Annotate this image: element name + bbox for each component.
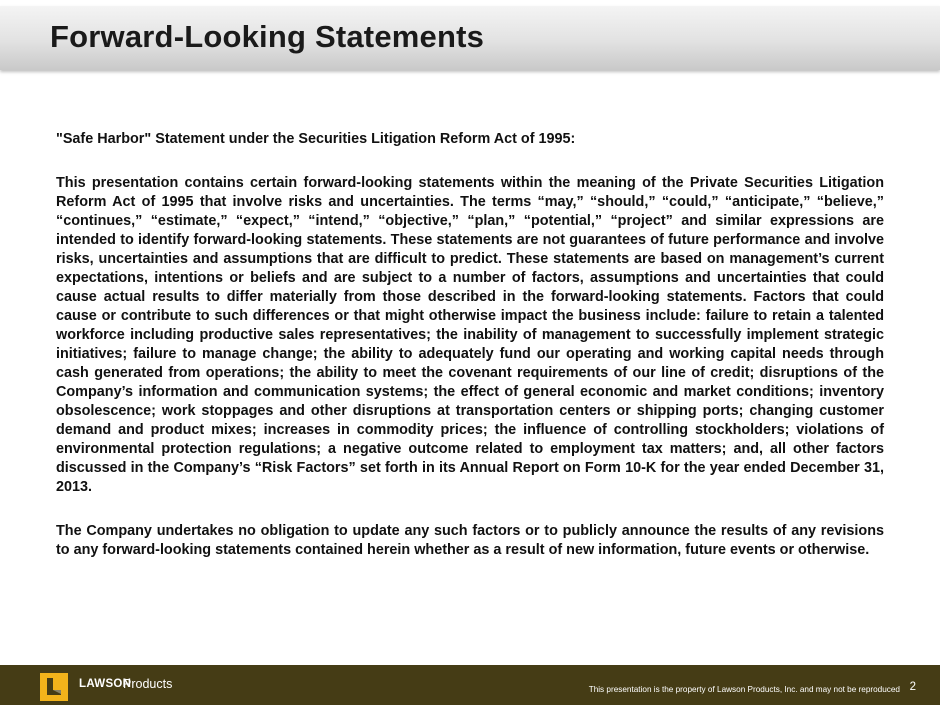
page-title: Forward-Looking Statements bbox=[50, 19, 485, 54]
forward-looking-paragraph: This presentation contains certain forward-looking statements within the meaning of the Private Securities Litigation Reform Act of 1995 that involve risks and uncertainties. The terms “may,” “should,” “could,” “anticipate,” “believe,” “continues,” “estimate,” “expect,” “intend,” “objective,” “plan,” “potential,” “project” and similar expressions are intended to identify forward-looking statements. These statements are not guarantees of future performance and involve risks, uncertainties and assumptions that are difficult to predict. These statements are based on management’s current expectations, intentions or beliefs and are subject to a number of factors, assumptions and uncertainties that could cause actual results to differ materially from those described in the forward-looking statements. Factors that could cause or contribute to such differences or that might otherwise impact the business include: failure to retain a talented workforce including productive sales representatives; the inability of management to successfully implement strategic initiatives; failure to manage change; the ability to adequately fund our operating and working capital needs through cash generated from operations; the ability to meet the covenant requirements of our line of credit; disruptions of the Company’s information and communication systems; the effect of general economic and market conditions; inventory obsolescence; work stoppages and other disruptions at transportation centers or shipping ports; changing customer demand and product mixes; increases in commodity prices; the influence of controlling stockholders; violations of environmental protection regulations; a negative outcome related to employment tax matters; and, all other factors discussed in the Company’s “Risk Factors” set forth in its Annual Report on Form 10-K for the year ended December 31, 2013. bbox=[56, 175, 884, 495]
safe-harbor-heading: "Safe Harbor" Statement under the Securities Litigation Reform Act of 1995: bbox=[56, 131, 576, 147]
brand-products: Products bbox=[123, 677, 173, 691]
statement-body bbox=[56, 130, 884, 585]
page-number: 2 bbox=[909, 681, 916, 693]
footer-bar bbox=[0, 665, 940, 705]
brand-name: LAWSON bbox=[79, 678, 132, 690]
lawson-l-glyph-icon bbox=[40, 673, 68, 701]
lawson-logo-icon bbox=[40, 673, 68, 701]
no-obligation-paragraph: The Company undertakes no obligation to update any such factors or to publicly announce the results of any revisions to any forward-looking statements contained herein whether as a result of new information, future events or otherwise. bbox=[56, 523, 884, 558]
copyright-note: This presentation is the property of Lawson Products, Inc. and may not be reproduced bbox=[588, 685, 900, 694]
title-bar bbox=[0, 6, 940, 70]
